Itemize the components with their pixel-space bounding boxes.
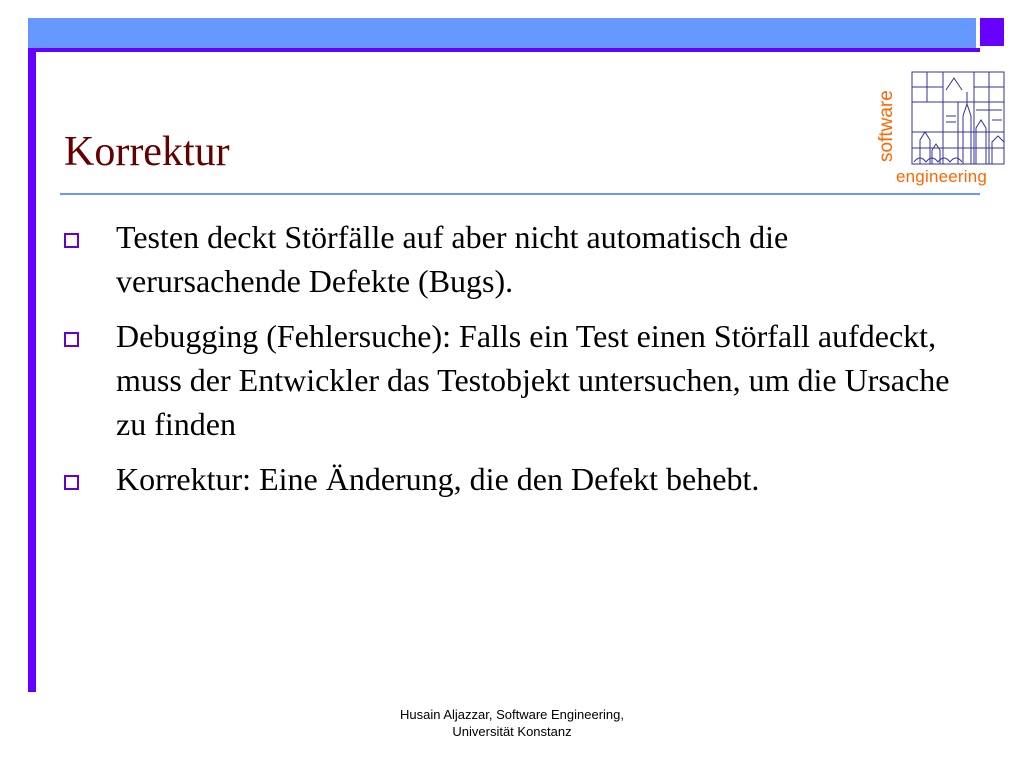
top-accent-bar	[28, 18, 980, 48]
logo-text-software: software	[876, 90, 897, 162]
top-right-accent-block	[980, 18, 1004, 46]
square-bullet-icon	[64, 475, 79, 490]
header-strip-inner	[36, 52, 980, 62]
title-underline	[60, 193, 980, 195]
bullet-item	[64, 215, 964, 303]
logo-text-engineering: engineering	[896, 167, 988, 186]
bullet-text: Debugging (Fehlersuche): Falls ein Test einen Störfall aufdeckt, muss der Entwickler das Testobjekt untersuchen, um die Ursache zu finden	[116, 318, 950, 442]
slide-footer	[300, 706, 724, 740]
bullet-item	[64, 457, 964, 501]
left-accent-bar	[28, 48, 36, 692]
square-bullet-icon	[64, 233, 79, 248]
slide-title: Korrektur	[64, 129, 230, 175]
footer-line-university: Universität Konstanz	[452, 724, 572, 739]
footer-line-author: Husain Aljazzar, Software Engineering,	[399, 707, 624, 722]
square-bullet-icon	[64, 332, 79, 347]
bullet-item	[64, 314, 964, 446]
bullet-text: Testen deckt Störfälle auf aber nicht automatisch die verursachende Defekte (Bugs).	[116, 219, 789, 299]
bullet-text: Korrektur: Eine Änderung, die den Defekt behebt.	[116, 461, 760, 497]
bullet-list	[64, 215, 964, 512]
